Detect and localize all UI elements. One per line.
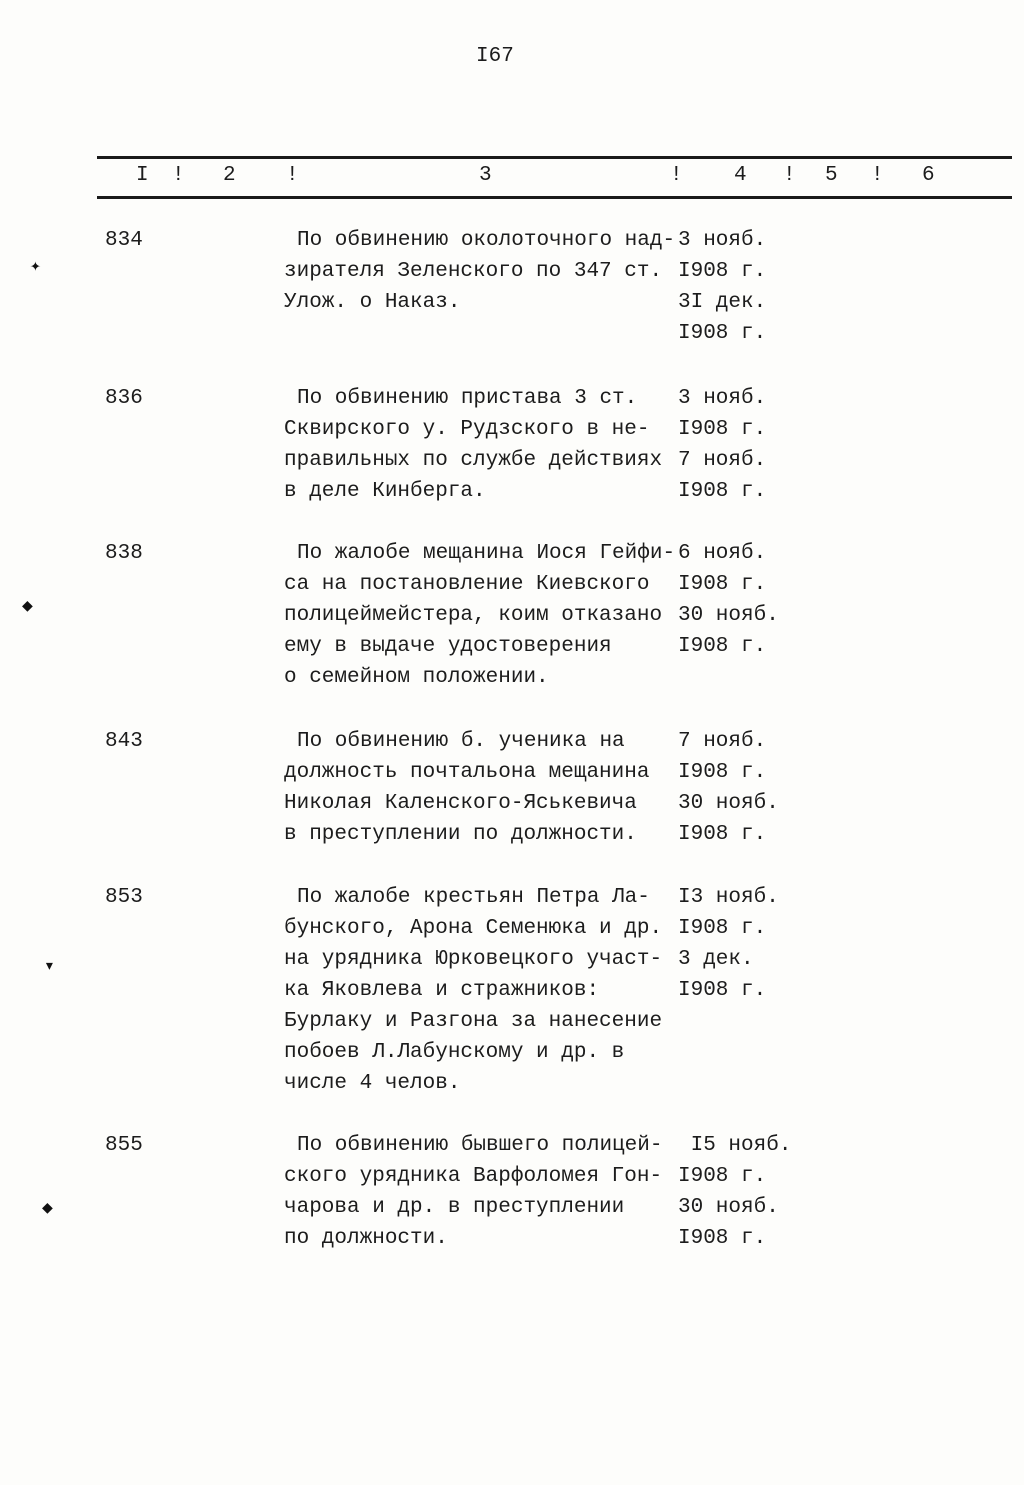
entry-line bbox=[0, 731, 1024, 762]
entry-description: По жалобе крестьян Петра Ла- bbox=[297, 886, 650, 909]
entry-date: 30 нояб. bbox=[678, 604, 779, 627]
column-separator: ! bbox=[783, 164, 796, 187]
entry-date: I908 г. bbox=[678, 260, 767, 283]
column-header-2: 2 bbox=[223, 164, 236, 187]
entry-date: I908 г. bbox=[678, 761, 767, 784]
entry-date: 3I дек. bbox=[678, 291, 767, 314]
entry-description: побоев Л.Лабунскому и др. в bbox=[284, 1041, 625, 1064]
entry-number: 834 bbox=[105, 229, 143, 252]
entry-line bbox=[0, 323, 1024, 354]
entry-line bbox=[0, 292, 1024, 323]
entry-description: По обвинению околоточного над- bbox=[297, 229, 676, 252]
column-header-5: 5 bbox=[825, 164, 838, 187]
entry-date: I5 нояб. bbox=[678, 1134, 792, 1157]
entry-line bbox=[0, 481, 1024, 512]
entry-description: о семейном положении. bbox=[284, 666, 549, 689]
column-separator: ! bbox=[670, 164, 683, 187]
entry-line bbox=[0, 918, 1024, 949]
entry-date: 30 нояб. bbox=[678, 1196, 779, 1219]
entry-date: 7 нояб. bbox=[678, 449, 767, 472]
entry-date: I908 г. bbox=[678, 823, 767, 846]
entry-description: Улож. о Наказ. bbox=[284, 291, 461, 314]
entry-description: По жалобе мещанина Иося Гейфи- bbox=[297, 542, 676, 565]
entry-description: бунского, Арона Семенюка и др. bbox=[284, 917, 663, 940]
entry-line bbox=[0, 1166, 1024, 1197]
entry-line bbox=[0, 574, 1024, 605]
margin-mark-icon: ◆ bbox=[42, 1199, 53, 1219]
entry-description: ему в выдаче удостоверения bbox=[284, 635, 612, 658]
entry-description: на урядника Юрковецкого участ- bbox=[284, 948, 663, 971]
margin-mark-icon: ◆ bbox=[22, 597, 33, 617]
column-header-1: I bbox=[136, 164, 149, 187]
entry-line bbox=[0, 605, 1024, 636]
entry-line bbox=[0, 1073, 1024, 1104]
entry-date: I908 г. bbox=[678, 917, 767, 940]
entry-date: I908 г. bbox=[678, 573, 767, 596]
entry-description: чарова и др. в преступлении bbox=[284, 1196, 625, 1219]
entry-line bbox=[0, 762, 1024, 793]
entry-description: Сквирского у. Рудзского в не- bbox=[284, 418, 650, 441]
entry-description: числе 4 челов. bbox=[284, 1072, 461, 1095]
entry-date: 3 нояб. bbox=[678, 387, 767, 410]
entry-description: Николая Каленского-Яськевича bbox=[284, 792, 637, 815]
entry-line bbox=[0, 450, 1024, 481]
entry-date: I908 г. bbox=[678, 979, 767, 1002]
entry-description: по должности. bbox=[284, 1227, 448, 1250]
entry-line bbox=[0, 230, 1024, 261]
margin-mark-icon: ▾ bbox=[44, 957, 55, 977]
entry-date: I908 г. bbox=[678, 480, 767, 503]
entry-date: I908 г. bbox=[678, 1165, 767, 1188]
entry-number: 855 bbox=[105, 1134, 143, 1157]
entry-line bbox=[0, 824, 1024, 855]
entry-description: По обвинению бывшего полицей- bbox=[297, 1134, 663, 1157]
entry-line bbox=[0, 1011, 1024, 1042]
entry-line bbox=[0, 419, 1024, 450]
entry-line bbox=[0, 980, 1024, 1011]
entry-description: По обвинению б. ученика на bbox=[297, 730, 625, 753]
header-rule-bottom bbox=[97, 196, 1012, 199]
entry-date: I908 г. bbox=[678, 1227, 767, 1250]
entry-number: 843 bbox=[105, 730, 143, 753]
entry-line bbox=[0, 1228, 1024, 1259]
entry-line bbox=[0, 636, 1024, 667]
entry-line bbox=[0, 1197, 1024, 1228]
entry-description: са на постановление Киевского bbox=[284, 573, 650, 596]
column-header-4: 4 bbox=[734, 164, 747, 187]
entry-line bbox=[0, 1135, 1024, 1166]
entry-line bbox=[0, 667, 1024, 698]
entry-description: По обвинению пристава 3 ст. bbox=[297, 387, 638, 410]
entry-description: ского урядника Варфоломея Гон- bbox=[284, 1165, 663, 1188]
entry-description: правильных по службе действиях bbox=[284, 449, 663, 472]
entry-line bbox=[0, 388, 1024, 419]
entry-description: Бурлаку и Разгона за нанесение bbox=[284, 1010, 663, 1033]
column-separator: ! bbox=[172, 164, 185, 187]
entry-date: I908 г. bbox=[678, 635, 767, 658]
entry-description: ка Яковлева и стражников: bbox=[284, 979, 600, 1002]
entry-description: полицеймейстера, коим отказано bbox=[284, 604, 663, 627]
entry-line bbox=[0, 543, 1024, 574]
entry-date: 3 нояб. bbox=[678, 229, 767, 252]
entry-description: должность почтальона мещанина bbox=[284, 761, 650, 784]
entry-date: I908 г. bbox=[678, 322, 767, 345]
margin-mark-icon: ✦ bbox=[30, 257, 41, 277]
entry-number: 838 bbox=[105, 542, 143, 565]
entry-line bbox=[0, 1042, 1024, 1073]
entry-date: 3 дек. bbox=[678, 948, 754, 971]
column-separator: ! bbox=[286, 164, 299, 187]
entry-description: в преступлении по должности. bbox=[284, 823, 637, 846]
entry-line bbox=[0, 887, 1024, 918]
entry-description: зирателя Зеленского по 347 ст. bbox=[284, 260, 663, 283]
entry-number: 836 bbox=[105, 387, 143, 410]
entry-date: 6 нояб. bbox=[678, 542, 767, 565]
column-header-3: 3 bbox=[479, 164, 492, 187]
entry-date: 30 нояб. bbox=[678, 792, 779, 815]
entry-line bbox=[0, 949, 1024, 980]
column-header-6: 6 bbox=[922, 164, 935, 187]
column-separator: ! bbox=[871, 164, 884, 187]
header-rule-top bbox=[97, 156, 1012, 159]
entry-date: I3 нояб. bbox=[678, 886, 779, 909]
page-number: I67 bbox=[476, 45, 514, 68]
entry-line bbox=[0, 793, 1024, 824]
entry-date: I908 г. bbox=[678, 418, 767, 441]
entry-date: 7 нояб. bbox=[678, 730, 767, 753]
entry-line bbox=[0, 261, 1024, 292]
entry-number: 853 bbox=[105, 886, 143, 909]
entry-description: в деле Кинберга. bbox=[284, 480, 486, 503]
